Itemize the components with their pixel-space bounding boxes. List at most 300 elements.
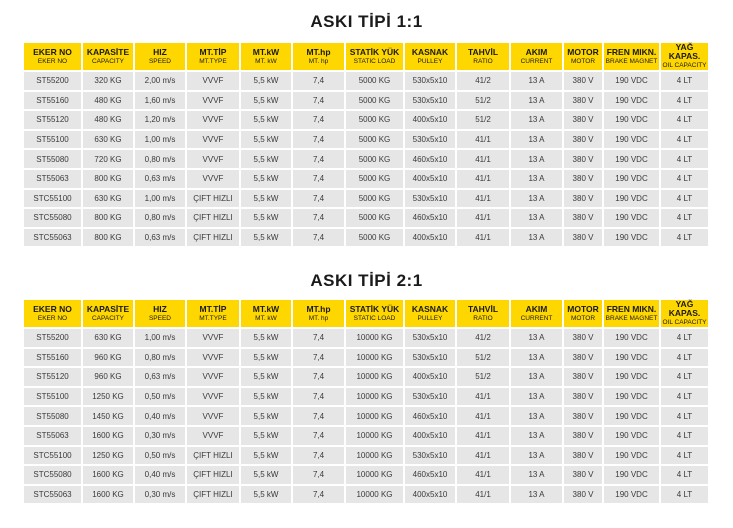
table-cell: 0,80 m/s bbox=[135, 209, 185, 227]
column-header bbox=[187, 300, 239, 327]
table-cell: STC55080 bbox=[24, 466, 81, 484]
table-row bbox=[24, 150, 708, 168]
table-cell: 5,5 kW bbox=[241, 486, 291, 504]
table-cell: 380 V bbox=[564, 349, 602, 367]
table-cell: 530x5x10 bbox=[405, 349, 455, 367]
table-cell: 5,5 kW bbox=[241, 407, 291, 425]
column-header-label: MT.hp bbox=[306, 46, 331, 57]
table-cell: VVVF bbox=[187, 388, 239, 406]
column-header-label: KASNAK bbox=[411, 46, 449, 57]
table-cell: 400x5x10 bbox=[405, 486, 455, 504]
column-header-label: KASNAK bbox=[411, 303, 449, 314]
table-cell: 380 V bbox=[564, 466, 602, 484]
table-cell: 5000 KG bbox=[346, 170, 403, 188]
table-cell: 4 LT bbox=[661, 72, 708, 90]
column-header-label: KAPASİTE bbox=[86, 46, 130, 57]
table-cell: 13 A bbox=[511, 111, 562, 129]
table-cell: 530x5x10 bbox=[405, 329, 455, 347]
table-cell: 380 V bbox=[564, 388, 602, 406]
table-cell: 1250 KG bbox=[83, 447, 133, 465]
column-header-label: MT.kW bbox=[252, 46, 280, 57]
table-cell: 13 A bbox=[511, 131, 562, 149]
table-row bbox=[24, 131, 708, 149]
table-cell: ÇIFT HIZLI bbox=[187, 190, 239, 208]
table-cell: 1,00 m/s bbox=[135, 329, 185, 347]
table-cell: ST55200 bbox=[24, 72, 81, 90]
column-header-label: EKER NO bbox=[33, 303, 72, 314]
table-row bbox=[24, 466, 708, 484]
table-cell: 5000 KG bbox=[346, 92, 403, 110]
header-row bbox=[24, 43, 708, 70]
table-cell: STC55100 bbox=[24, 190, 81, 208]
table-cell: 190 VDC bbox=[604, 349, 659, 367]
column-header-sublabel: MT. hp bbox=[308, 57, 329, 65]
table-cell: 7,4 bbox=[293, 131, 344, 149]
table-cell: 190 VDC bbox=[604, 486, 659, 504]
column-header-sublabel: SPEED bbox=[148, 57, 172, 65]
table-cell: 13 A bbox=[511, 190, 562, 208]
table-row bbox=[24, 486, 708, 504]
table-cell: 10000 KG bbox=[346, 407, 403, 425]
table-cell: 41/1 bbox=[457, 486, 509, 504]
table-cell: 480 KG bbox=[83, 92, 133, 110]
table-row bbox=[24, 329, 708, 347]
table-cell: 1250 KG bbox=[83, 388, 133, 406]
table-cell: 13 A bbox=[511, 486, 562, 504]
table-cell: 190 VDC bbox=[604, 150, 659, 168]
table-cell: 10000 KG bbox=[346, 486, 403, 504]
column-header-label: AKIM bbox=[525, 303, 548, 314]
table-cell: 41/1 bbox=[457, 229, 509, 247]
table-cell: 190 VDC bbox=[604, 229, 659, 247]
column-header-label: TAHVİL bbox=[467, 46, 499, 57]
table-cell: 13 A bbox=[511, 72, 562, 90]
column-header bbox=[661, 43, 708, 70]
table-cell: 13 A bbox=[511, 466, 562, 484]
table-cell: 13 A bbox=[511, 447, 562, 465]
table-cell: 5,5 kW bbox=[241, 427, 291, 445]
table-cell: VVVF bbox=[187, 349, 239, 367]
table-cell: 190 VDC bbox=[604, 447, 659, 465]
column-header bbox=[661, 300, 708, 327]
table-cell: 4 LT bbox=[661, 209, 708, 227]
table-cell: 41/1 bbox=[457, 447, 509, 465]
table-cell: 41/2 bbox=[457, 329, 509, 347]
column-header-sublabel: STATIC LOAD bbox=[353, 57, 396, 65]
table-cell: VVVF bbox=[187, 111, 239, 129]
table-cell: 190 VDC bbox=[604, 407, 659, 425]
table-cell: ST55120 bbox=[24, 111, 81, 129]
table-cell: 13 A bbox=[511, 150, 562, 168]
column-header bbox=[241, 300, 291, 327]
column-header-sublabel: RATIO bbox=[473, 314, 493, 322]
column-header bbox=[135, 300, 185, 327]
table-cell: 460x5x10 bbox=[405, 407, 455, 425]
table-cell: 5,5 kW bbox=[241, 131, 291, 149]
column-header bbox=[457, 300, 509, 327]
table-cell: 13 A bbox=[511, 170, 562, 188]
table-cell: ÇIFT HIZLI bbox=[187, 229, 239, 247]
table-row bbox=[24, 209, 708, 227]
table-cell: 13 A bbox=[511, 92, 562, 110]
table-cell: 380 V bbox=[564, 209, 602, 227]
column-header bbox=[405, 300, 455, 327]
table-cell: 5,5 kW bbox=[241, 170, 291, 188]
table-cell: 7,4 bbox=[293, 427, 344, 445]
spec-table-2-1 bbox=[22, 298, 710, 505]
table-cell: 41/2 bbox=[457, 72, 509, 90]
table-cell: ST55160 bbox=[24, 349, 81, 367]
table-cell: 13 A bbox=[511, 349, 562, 367]
table-cell: 5,5 kW bbox=[241, 150, 291, 168]
table-cell: 4 LT bbox=[661, 111, 708, 129]
table-cell: 190 VDC bbox=[604, 131, 659, 149]
table-row bbox=[24, 190, 708, 208]
table-cell: 960 KG bbox=[83, 349, 133, 367]
table-cell: ST55063 bbox=[24, 427, 81, 445]
table-cell: 7,4 bbox=[293, 92, 344, 110]
column-header-label: MT.hp bbox=[306, 303, 331, 314]
table-cell: 190 VDC bbox=[604, 72, 659, 90]
table-title-2-1: ASKI TİPİ 2:1 bbox=[310, 271, 423, 290]
table-cell: ST55160 bbox=[24, 92, 81, 110]
table-cell: ST55080 bbox=[24, 150, 81, 168]
table-cell: 380 V bbox=[564, 427, 602, 445]
table-cell: 0,50 m/s bbox=[135, 447, 185, 465]
table-cell: 0,50 m/s bbox=[135, 388, 185, 406]
table-cell: 7,4 bbox=[293, 329, 344, 347]
table-row bbox=[24, 349, 708, 367]
table-cell: VVVF bbox=[187, 407, 239, 425]
table-cell: 7,4 bbox=[293, 190, 344, 208]
table-cell: 320 KG bbox=[83, 72, 133, 90]
table-cell: 460x5x10 bbox=[405, 466, 455, 484]
table-row bbox=[24, 407, 708, 425]
table-cell: 51/2 bbox=[457, 349, 509, 367]
table-cell: 0,30 m/s bbox=[135, 486, 185, 504]
table-cell: VVVF bbox=[187, 329, 239, 347]
spec-table-1-1 bbox=[22, 41, 710, 248]
table-cell: 41/1 bbox=[457, 427, 509, 445]
table-cell: VVVF bbox=[187, 368, 239, 386]
column-header-sublabel: MOTOR bbox=[570, 314, 596, 322]
column-header bbox=[511, 43, 562, 70]
table-cell: 190 VDC bbox=[604, 209, 659, 227]
table-cell: 7,4 bbox=[293, 229, 344, 247]
table-cell: ÇIFT HIZLI bbox=[187, 447, 239, 465]
column-header-label: HIZ bbox=[153, 46, 167, 57]
column-header-sublabel: PULLEY bbox=[417, 57, 443, 65]
table-cell: 5,5 kW bbox=[241, 368, 291, 386]
column-header-label: MT.TİP bbox=[199, 46, 227, 57]
table-cell: 41/1 bbox=[457, 170, 509, 188]
table-cell: 13 A bbox=[511, 368, 562, 386]
table-cell: 13 A bbox=[511, 329, 562, 347]
table-cell: 0,40 m/s bbox=[135, 466, 185, 484]
table-cell: 630 KG bbox=[83, 329, 133, 347]
column-header-label: TAHVİL bbox=[467, 303, 499, 314]
table-cell: ST55200 bbox=[24, 329, 81, 347]
table-cell: 41/1 bbox=[457, 466, 509, 484]
table-cell: 0,63 m/s bbox=[135, 170, 185, 188]
column-header bbox=[604, 300, 659, 327]
table-cell: 380 V bbox=[564, 447, 602, 465]
table-cell: 4 LT bbox=[661, 150, 708, 168]
table-cell: 7,4 bbox=[293, 209, 344, 227]
table-cell: 10000 KG bbox=[346, 427, 403, 445]
table-cell: 400x5x10 bbox=[405, 368, 455, 386]
table-cell: 2,00 m/s bbox=[135, 72, 185, 90]
table-cell: 1,20 m/s bbox=[135, 111, 185, 129]
table-cell: 1,00 m/s bbox=[135, 131, 185, 149]
table-cell: 5,5 kW bbox=[241, 72, 291, 90]
table-cell: 380 V bbox=[564, 72, 602, 90]
table-cell: 800 KG bbox=[83, 209, 133, 227]
column-header bbox=[24, 43, 81, 70]
table-cell: 10000 KG bbox=[346, 447, 403, 465]
table-cell: STC55080 bbox=[24, 209, 81, 227]
column-header-label: STATİK YÜK bbox=[349, 303, 400, 314]
table-cell: 13 A bbox=[511, 407, 562, 425]
table-cell: 5,5 kW bbox=[241, 388, 291, 406]
table-cell: VVVF bbox=[187, 72, 239, 90]
table-cell: 0,40 m/s bbox=[135, 407, 185, 425]
table-cell: 800 KG bbox=[83, 170, 133, 188]
column-header bbox=[405, 43, 455, 70]
table-cell: 51/2 bbox=[457, 111, 509, 129]
table-cell: 0,63 m/s bbox=[135, 229, 185, 247]
table-cell: 4 LT bbox=[661, 92, 708, 110]
table-cell: 5000 KG bbox=[346, 111, 403, 129]
table-cell: VVVF bbox=[187, 150, 239, 168]
table-cell: 5,5 kW bbox=[241, 447, 291, 465]
table-cell: 190 VDC bbox=[604, 92, 659, 110]
column-header-sublabel: CAPACITY bbox=[91, 314, 125, 322]
table-cell: 190 VDC bbox=[604, 388, 659, 406]
table-cell: ST55100 bbox=[24, 388, 81, 406]
table-cell: 190 VDC bbox=[604, 190, 659, 208]
table-cell: 380 V bbox=[564, 329, 602, 347]
column-header bbox=[241, 43, 291, 70]
table-cell: ÇIFT HIZLI bbox=[187, 486, 239, 504]
table-row bbox=[24, 447, 708, 465]
table-cell: 530x5x10 bbox=[405, 190, 455, 208]
table-title-1-1: ASKI TİPİ 1:1 bbox=[310, 12, 423, 31]
column-header bbox=[346, 43, 403, 70]
table-cell: 41/1 bbox=[457, 131, 509, 149]
table-cell: 0,80 m/s bbox=[135, 150, 185, 168]
table-row bbox=[24, 388, 708, 406]
column-header-sublabel: BRAKE MAGNET bbox=[605, 57, 658, 65]
table-cell: 10000 KG bbox=[346, 329, 403, 347]
table-cell: 720 KG bbox=[83, 150, 133, 168]
table-cell: 1,00 m/s bbox=[135, 190, 185, 208]
table-cell: 380 V bbox=[564, 92, 602, 110]
table-cell: VVVF bbox=[187, 170, 239, 188]
column-header-label: MT.kW bbox=[252, 303, 280, 314]
table-cell: 7,4 bbox=[293, 407, 344, 425]
table-cell: 1600 KG bbox=[83, 427, 133, 445]
table-cell: VVVF bbox=[187, 92, 239, 110]
table-cell: 41/1 bbox=[457, 388, 509, 406]
table-cell: ÇIFT HIZLI bbox=[187, 209, 239, 227]
table-cell: 5000 KG bbox=[346, 150, 403, 168]
column-header bbox=[604, 43, 659, 70]
column-header-sublabel: OIL CAPACITY bbox=[662, 319, 707, 326]
column-header bbox=[187, 43, 239, 70]
column-header-label: YAĞ KAPAS. bbox=[668, 299, 701, 318]
table-cell: 5,5 kW bbox=[241, 92, 291, 110]
table-cell: 190 VDC bbox=[604, 368, 659, 386]
table-cell: 7,4 bbox=[293, 466, 344, 484]
column-header-label: YAĞ KAPAS. bbox=[668, 42, 701, 61]
table-cell: 380 V bbox=[564, 150, 602, 168]
table-row bbox=[24, 229, 708, 247]
column-header bbox=[293, 300, 344, 327]
table-cell: 1600 KG bbox=[83, 486, 133, 504]
column-header bbox=[24, 300, 81, 327]
table-row bbox=[24, 368, 708, 386]
table-cell: 0,30 m/s bbox=[135, 427, 185, 445]
table-cell: 7,4 bbox=[293, 111, 344, 129]
table-cell: 530x5x10 bbox=[405, 72, 455, 90]
table-cell: 13 A bbox=[511, 209, 562, 227]
table-cell: 51/2 bbox=[457, 92, 509, 110]
table-cell: 41/1 bbox=[457, 190, 509, 208]
table-cell: 7,4 bbox=[293, 388, 344, 406]
column-header-sublabel: SPEED bbox=[148, 314, 172, 322]
column-header-sublabel: MT. kW bbox=[255, 314, 277, 322]
table-cell: 190 VDC bbox=[604, 329, 659, 347]
table-cell: 10000 KG bbox=[346, 368, 403, 386]
column-header-sublabel: PULLEY bbox=[417, 314, 443, 322]
column-header-sublabel: MT. kW bbox=[255, 57, 277, 65]
column-header-sublabel: MT. hp bbox=[308, 314, 329, 322]
table-cell: 1600 KG bbox=[83, 466, 133, 484]
table-cell: 4 LT bbox=[661, 427, 708, 445]
table-cell: 41/1 bbox=[457, 407, 509, 425]
table-cell: 10000 KG bbox=[346, 388, 403, 406]
table-cell: 7,4 bbox=[293, 72, 344, 90]
column-header-label: FREN MIKN. bbox=[606, 303, 657, 314]
column-header-label: HIZ bbox=[153, 303, 167, 314]
column-header-sublabel: RATIO bbox=[473, 57, 493, 65]
table-cell: 4 LT bbox=[661, 329, 708, 347]
table-cell: 4 LT bbox=[661, 349, 708, 367]
header-row bbox=[24, 300, 708, 327]
table-cell: 190 VDC bbox=[604, 170, 659, 188]
table-cell: 630 KG bbox=[83, 131, 133, 149]
column-header-label: EKER NO bbox=[33, 46, 72, 57]
table-cell: 400x5x10 bbox=[405, 170, 455, 188]
column-header-sublabel: OIL CAPACITY bbox=[662, 62, 707, 69]
table-cell: 13 A bbox=[511, 229, 562, 247]
column-header-sublabel: STATIC LOAD bbox=[353, 314, 396, 322]
table-cell: 7,4 bbox=[293, 349, 344, 367]
table-cell: 960 KG bbox=[83, 368, 133, 386]
column-header-sublabel: CAPACITY bbox=[91, 57, 125, 65]
table-cell: VVVF bbox=[187, 131, 239, 149]
column-header-sublabel: EKER NO bbox=[37, 57, 68, 65]
column-header-label: STATİK YÜK bbox=[349, 46, 400, 57]
column-header bbox=[564, 43, 602, 70]
table-cell: ST55080 bbox=[24, 407, 81, 425]
table-cell: 460x5x10 bbox=[405, 150, 455, 168]
table-cell: 10000 KG bbox=[346, 349, 403, 367]
column-header-sublabel: MT.TYPE bbox=[199, 314, 227, 322]
table-cell: 380 V bbox=[564, 131, 602, 149]
table-cell: 13 A bbox=[511, 388, 562, 406]
table-cell: 5,5 kW bbox=[241, 209, 291, 227]
table-row bbox=[24, 92, 708, 110]
table-cell: 4 LT bbox=[661, 229, 708, 247]
table-cell: 400x5x10 bbox=[405, 229, 455, 247]
column-header bbox=[83, 43, 133, 70]
table-cell: STC55063 bbox=[24, 486, 81, 504]
table-cell: 5,5 kW bbox=[241, 349, 291, 367]
table-cell: 190 VDC bbox=[604, 466, 659, 484]
column-header-label: MT.TİP bbox=[199, 303, 227, 314]
column-header bbox=[457, 43, 509, 70]
table-row bbox=[24, 72, 708, 90]
table-cell: 4 LT bbox=[661, 407, 708, 425]
column-header-sublabel: CURRENT bbox=[520, 57, 553, 65]
table-cell: 5,5 kW bbox=[241, 190, 291, 208]
table-cell: 7,4 bbox=[293, 486, 344, 504]
table-cell: 190 VDC bbox=[604, 111, 659, 129]
table-cell: 380 V bbox=[564, 229, 602, 247]
column-header bbox=[135, 43, 185, 70]
table-cell: 7,4 bbox=[293, 150, 344, 168]
table-row bbox=[24, 427, 708, 445]
table-cell: ST55063 bbox=[24, 170, 81, 188]
table-cell: 380 V bbox=[564, 486, 602, 504]
table-cell: 630 KG bbox=[83, 190, 133, 208]
table-cell: 4 LT bbox=[661, 190, 708, 208]
table-cell: 4 LT bbox=[661, 388, 708, 406]
column-header-label: MOTOR bbox=[567, 46, 599, 57]
table-cell: 5000 KG bbox=[346, 209, 403, 227]
table-cell: 400x5x10 bbox=[405, 427, 455, 445]
table-cell: 7,4 bbox=[293, 447, 344, 465]
table-cell: 5,5 kW bbox=[241, 229, 291, 247]
column-header bbox=[293, 43, 344, 70]
table-row bbox=[24, 111, 708, 129]
table-cell: 380 V bbox=[564, 170, 602, 188]
table-cell: 5,5 kW bbox=[241, 466, 291, 484]
table-cell: 5,5 kW bbox=[241, 329, 291, 347]
table-cell: 530x5x10 bbox=[405, 131, 455, 149]
table-cell: STC55063 bbox=[24, 229, 81, 247]
column-header-sublabel: EKER NO bbox=[37, 314, 68, 322]
table-cell: 10000 KG bbox=[346, 466, 403, 484]
table-cell: 7,4 bbox=[293, 170, 344, 188]
table-cell: 0,63 m/s bbox=[135, 368, 185, 386]
table-cell: ST55120 bbox=[24, 368, 81, 386]
table-cell: VVVF bbox=[187, 427, 239, 445]
table-cell: 4 LT bbox=[661, 368, 708, 386]
table-cell: 380 V bbox=[564, 190, 602, 208]
table-cell: 51/2 bbox=[457, 368, 509, 386]
table-cell: 480 KG bbox=[83, 111, 133, 129]
table-cell: 13 A bbox=[511, 427, 562, 445]
column-header-label: FREN MIKN. bbox=[606, 46, 657, 57]
table-cell: 530x5x10 bbox=[405, 447, 455, 465]
table-cell: ST55100 bbox=[24, 131, 81, 149]
table-cell: ÇIFT HIZLI bbox=[187, 466, 239, 484]
table-cell: 4 LT bbox=[661, 447, 708, 465]
column-header bbox=[83, 300, 133, 327]
